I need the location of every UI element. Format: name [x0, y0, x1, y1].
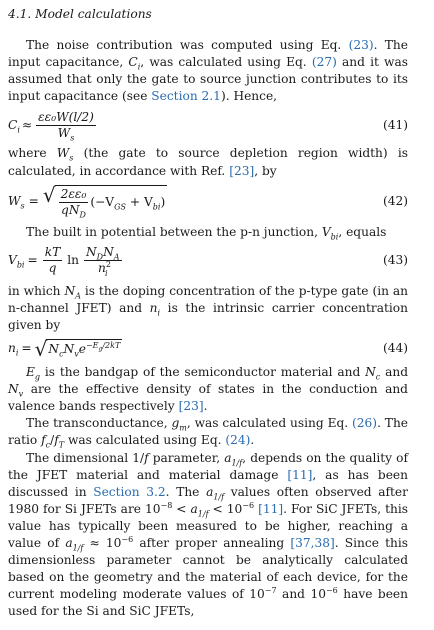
paragraph-one-over-f: [8, 450, 408, 621]
square-root: [43, 185, 167, 218]
operator: ln: [67, 253, 79, 268]
text: <: [172, 501, 191, 516]
fraction: [84, 245, 122, 276]
denominator: W: [57, 125, 71, 140]
denominator: q: [48, 261, 57, 276]
equation-number: (41): [382, 117, 408, 132]
text: . Since this dimensionless parameter cannot be analytically calculated based on the geometry and the material of each device, for the current modeling moderate values of 10: [8, 535, 409, 602]
symbol: n: [149, 300, 158, 315]
superscript: −6: [121, 534, 134, 544]
text: , by: [254, 163, 277, 178]
text: , as has been discussed in: [8, 467, 408, 499]
paragraph-built-in-potential: [8, 224, 408, 241]
symbol: f: [144, 450, 149, 465]
paragraph-noise-contribution: [8, 37, 408, 105]
article-page: [8, 6, 408, 620]
symbol: E: [26, 365, 35, 380]
subscript: i: [15, 348, 19, 358]
subscript: D: [96, 252, 104, 262]
symbol: W: [8, 194, 21, 209]
text: , was calculated using Eq.: [140, 55, 312, 70]
exponential: e: [78, 342, 86, 357]
text: . The: [165, 484, 207, 499]
subscript: i: [17, 125, 20, 135]
superscript: −8: [160, 500, 173, 510]
text: is the bandgap of the semiconductor material and: [40, 365, 366, 380]
text: .: [250, 433, 255, 448]
subscript: s: [70, 133, 75, 143]
subscript: s: [20, 201, 25, 211]
symbol: g: [171, 416, 180, 431]
subscript: 1/f: [72, 543, 84, 553]
symbol: f: [54, 433, 59, 448]
subscript: g: [34, 372, 41, 382]
operator: =: [27, 253, 38, 268]
symbol: a: [224, 450, 232, 465]
text: where: [8, 146, 57, 161]
subscript: c: [59, 349, 64, 359]
text: The noise contribution was computed using Eq.: [26, 38, 349, 53]
equation-link-27[interactable]: (27): [311, 55, 337, 70]
subscript: i: [157, 308, 161, 318]
numerator: N: [85, 245, 97, 260]
equation-41: [8, 105, 408, 145]
subscript: i: [137, 62, 141, 72]
paragraph-bandgap: [8, 364, 408, 415]
fraction: [43, 245, 63, 276]
text: in which: [8, 283, 65, 298]
equation-number: (44): [382, 341, 408, 356]
text: ≈ 10: [83, 535, 122, 550]
superscript: −7: [264, 586, 277, 596]
subscript: bi: [16, 260, 25, 270]
expression: + V: [126, 195, 153, 210]
equation-number: (43): [382, 253, 408, 268]
text: The dimensional 1/: [26, 450, 145, 465]
operator: =: [28, 194, 39, 209]
text: . The input capacitance,: [8, 38, 408, 70]
subscript: m: [179, 423, 187, 433]
superscript: −6: [325, 586, 338, 596]
text: , equals: [338, 224, 387, 239]
symbol: N: [365, 365, 376, 380]
text: and: [380, 365, 408, 380]
numerator: N: [103, 245, 114, 260]
text: /: [50, 433, 55, 448]
subscript: A: [75, 291, 81, 301]
symbol: V: [321, 224, 331, 239]
subscript: s: [69, 153, 74, 163]
subscript: i: [104, 268, 108, 278]
text: and it was assumed that only the gate to source junction contributes to its input capacitance (see: [8, 55, 408, 104]
subscript: 1/f: [231, 457, 243, 467]
text: parameter,: [148, 450, 225, 465]
symbol: C: [128, 55, 138, 70]
symbol: N: [64, 283, 76, 298]
numerator: 2εε₀: [60, 187, 87, 202]
text: , was calculated using Eq.: [186, 416, 353, 431]
symbol: V: [8, 253, 17, 268]
subscript: c: [45, 440, 51, 450]
equation-link-24[interactable]: (24): [225, 433, 251, 448]
text: (the gate to source depletion region width) is calculated, in accordance with Ref.: [8, 146, 408, 178]
symbol: a: [206, 484, 214, 499]
equation-link-26[interactable]: (26): [352, 416, 378, 431]
text: was calculated using Eq.: [64, 433, 226, 448]
operator: ≈: [21, 117, 33, 132]
subscript: 1/f: [197, 509, 209, 519]
text: . The ratio: [8, 416, 409, 448]
fraction: [36, 110, 96, 141]
equation-43: [8, 241, 408, 281]
symbol: a: [190, 501, 198, 516]
symbol: W: [56, 146, 70, 161]
symbol: C: [8, 117, 18, 132]
text: The transconductance,: [26, 416, 172, 431]
subscript: g: [98, 345, 103, 353]
section-link-2-1[interactable]: Section 2.1: [151, 89, 221, 104]
symbol: a: [65, 535, 73, 550]
square-root: [34, 337, 123, 362]
paragraph-depletion-width: [8, 145, 408, 179]
exponent: /2kT: [102, 340, 121, 350]
superscript: 2: [105, 260, 111, 270]
radical-sign-icon: √: [42, 183, 56, 208]
denominator: n: [98, 261, 106, 276]
reference-link-11[interactable]: [11]: [287, 467, 313, 482]
radical-sign-icon: √: [34, 337, 48, 362]
subscript: GS: [114, 202, 126, 212]
reference-link-37-38[interactable]: [37,38]: [290, 535, 335, 550]
text: The built in potential between the p-n junction,: [26, 224, 322, 239]
reference-link-23[interactable]: [23]: [229, 163, 255, 178]
superscript: −6: [242, 500, 255, 510]
text: . For SiC JFETs, this value has typically been measured to be higher, reaching a value of: [8, 501, 409, 550]
text: .: [203, 399, 208, 414]
radicand: N: [48, 342, 60, 357]
equation-44: [8, 334, 408, 364]
symbol: f: [41, 433, 46, 448]
fraction: [59, 187, 89, 218]
expression: (−V: [90, 195, 115, 210]
text: , depends on the quality of the JFET material and material damage: [8, 450, 408, 482]
subscript: T: [58, 440, 65, 450]
radicand: N: [63, 342, 75, 357]
reference-link-23[interactable]: [23]: [178, 399, 204, 414]
exponent: −E: [85, 340, 99, 350]
denominator: qN: [61, 203, 80, 218]
equation-link-23[interactable]: (23): [348, 38, 374, 53]
text: is the intrinsic carrier concentration given by: [8, 300, 408, 332]
text: ). Hence,: [220, 89, 278, 104]
subscript: bi: [330, 232, 339, 242]
section-link-3-2[interactable]: Section 3.2: [93, 484, 166, 499]
subscript: c: [375, 372, 381, 382]
text: values often observed after 1980 for Si JFETs are 10: [8, 484, 408, 516]
equation-number: (42): [382, 194, 408, 209]
symbol: N: [8, 382, 19, 397]
subscript: A: [113, 252, 120, 262]
text: is the doping concentration of the p-type gate (in an n-channel JFET) and: [8, 283, 408, 315]
reference-link-11[interactable]: [11]: [258, 501, 284, 516]
text: after proper annealing: [133, 535, 291, 550]
paragraph-doping: [8, 283, 408, 334]
section-heading: 4.1. Model calculations: [8, 7, 152, 21]
text: are the effective density of states in the conduction and valence bands respectively: [8, 382, 408, 414]
subscript: D: [79, 210, 86, 220]
paragraph-transconductance: [8, 415, 408, 449]
expression: ): [160, 195, 166, 210]
symbol: n: [8, 341, 16, 356]
numerator: εε₀W(l/2): [38, 109, 94, 124]
subscript: v: [18, 389, 24, 399]
equation-42: [8, 180, 408, 224]
subscript: bi: [152, 202, 161, 212]
operator: =: [21, 341, 32, 356]
numerator: kT: [44, 245, 61, 260]
text: and 10: [276, 587, 326, 602]
subscript: 1/f: [213, 492, 225, 502]
text: < 10: [208, 501, 243, 516]
subscript: v: [74, 349, 79, 359]
text: have been used for the Si and SiC JFETs,: [8, 587, 408, 619]
